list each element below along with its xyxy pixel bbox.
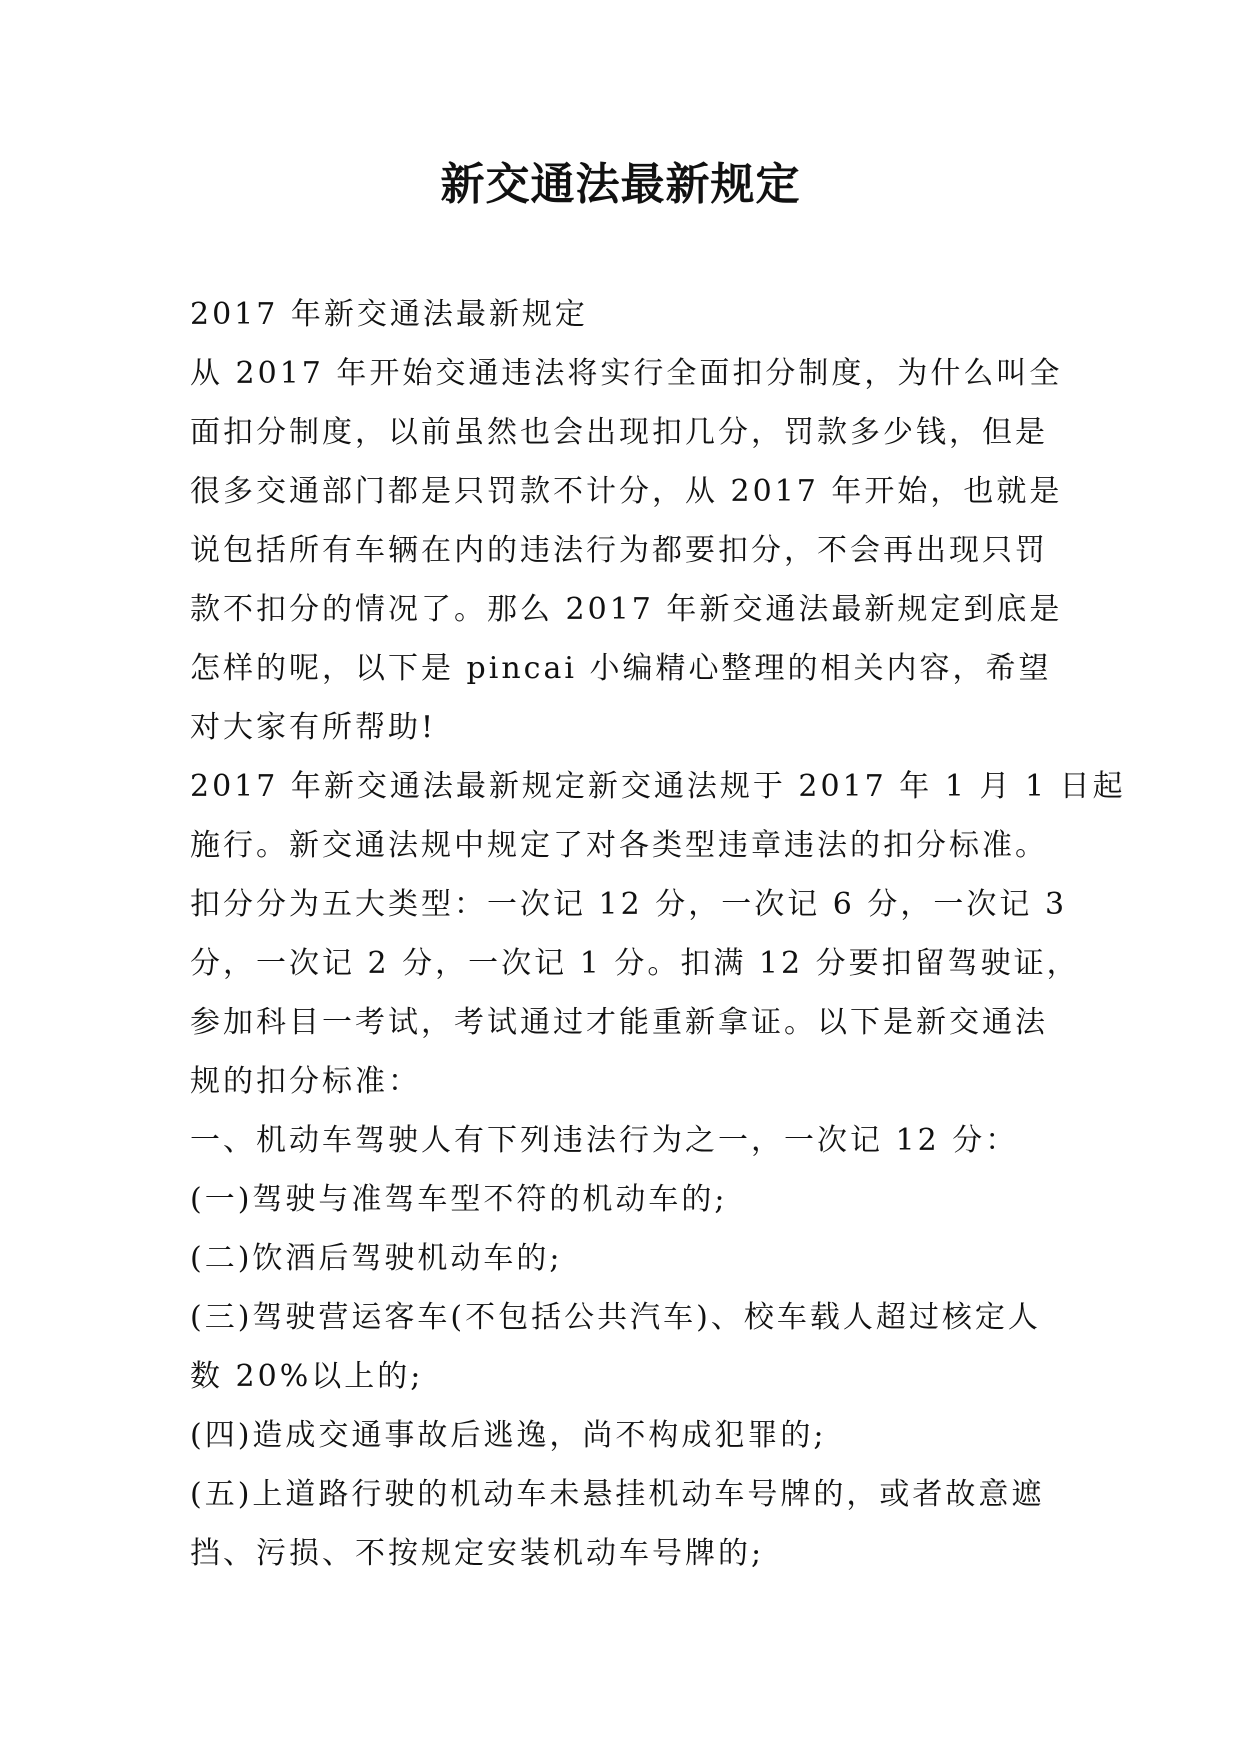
document-title: 新交通法最新规定: [440, 159, 801, 210]
text-line: 参加科目一考试，考试通过才能重新拿证。以下是新交通法: [190, 1005, 1048, 1040]
text-line: 很多交通部门都是只罚款不计分，从 2017 年开始，也就是: [190, 474, 1063, 509]
text-line: 从 2017 年开始交通违法将实行全面扣分制度，为什么叫全: [190, 356, 1063, 391]
text-line: 扣分分为五大类型：一次记 12 分，一次记 6 分，一次记 3: [190, 887, 1068, 922]
text-line: 一、机动车驾驶人有下列违法行为之一，一次记 12 分：: [190, 1123, 1019, 1158]
text-line: 说包括所有车辆在内的违法行为都要扣分，不会再出现只罚: [190, 533, 1048, 568]
text-line: 数 20%以上的;: [190, 1359, 424, 1394]
text-line: 挡、污损、不按规定安装机动车号牌的;: [190, 1536, 765, 1571]
text-line: (四)造成交通事故后逃逸，尚不构成犯罪的;: [190, 1418, 827, 1453]
text-line: 施行。新交通法规中规定了对各类型违章违法的扣分标准。: [190, 828, 1048, 863]
text-line: 面扣分制度，以前虽然也会出现扣几分，罚款多少钱，但是: [190, 415, 1048, 450]
text-line: 对大家有所帮助!: [190, 710, 437, 745]
text-line: 怎样的呢，以下是 pincai 小编精心整理的相关内容，希望: [190, 651, 1052, 686]
text-line: 规的扣分标准：: [190, 1064, 421, 1099]
document-body: [190, 285, 1126, 1583]
text-line: 2017 年新交通法最新规定: [190, 297, 588, 332]
text-line: 2017 年新交通法最新规定新交通法规于 2017 年 1 月 1 日起: [190, 769, 1126, 804]
text-line: (一)驾驶与准驾车型不符的机动车的;: [190, 1182, 728, 1217]
text-line: (二)饮酒后驾驶机动车的;: [190, 1241, 563, 1276]
text-line: 款不扣分的情况了。那么 2017 年新交通法最新规定到底是: [190, 592, 1063, 627]
text-line: 分，一次记 2 分，一次记 1 分。扣满 12 分要扣留驾驶证，: [190, 946, 1080, 981]
text-line: (三)驾驶营运客车(不包括公共汽车)、校车载人超过核定人: [190, 1300, 1041, 1335]
text-line: (五)上道路行驶的机动车未悬挂机动车号牌的，或者故意遮: [190, 1477, 1045, 1512]
